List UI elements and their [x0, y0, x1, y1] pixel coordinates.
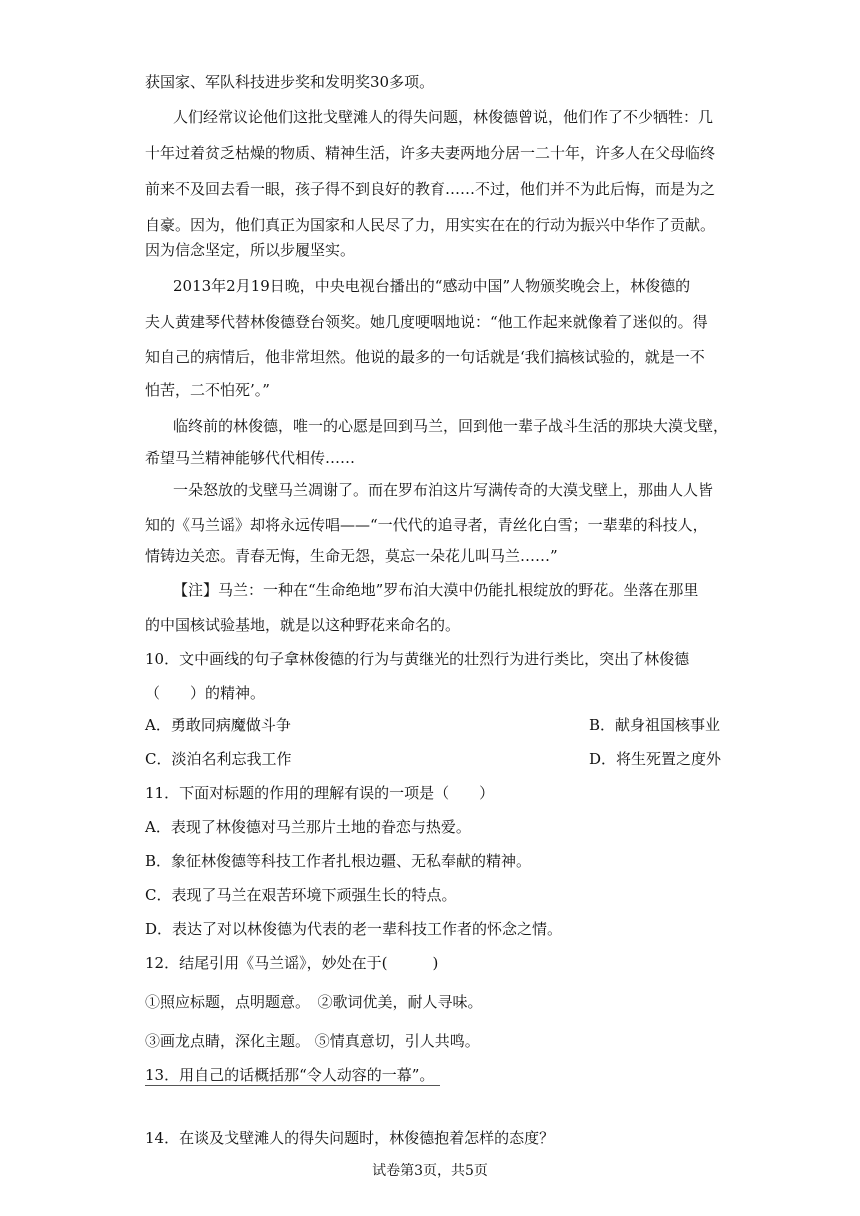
note-line: 【注】马兰：一种在“生命绝地”罗布泊大漠中仍能扎根绽放的野花。坐落在那里 [173, 581, 699, 599]
text-line: 临终前的林俊德，唯一的心愿是回到马兰，回到他一辈子战斗生活的那块大漠戈壁， [173, 417, 729, 435]
text-line: 夫人黄建琴代替林俊德登台领奖。她几度哽咽地说：“他工作起来就像着了迷似的。得 [145, 313, 708, 331]
text-line: 十年过着贫乏枯燥的物质、精神生活，许多夫妻两地分居一二十年，许多人在父母临终 [145, 144, 716, 162]
option-c: C．表现了马兰在艰苦环境下顽强生长的特点。 [145, 886, 457, 904]
text-line: 2013年2月19日晚，中央电视台播出的“感动中国”人物颁奖晚会上，林俊德的 [173, 277, 691, 295]
question-12-choices-1: ①照应标题，点明题意。 ②歌词优美，耐人寻味。 [145, 993, 483, 1011]
answer-blank-line [145, 1085, 440, 1086]
option-c: C．淡泊名利忘我工作 [145, 750, 292, 768]
page-footer: 试卷第3页，共5页 [372, 1163, 488, 1179]
text-line: 情铸边关恋。青春无悔，生命无怨，莫忘一朵花儿叫马兰……” [145, 547, 558, 565]
question-10-options-row1 [145, 715, 721, 735]
option-a: A．勇敢同病魔做斗争 [145, 716, 291, 734]
question-10-options-row2 [145, 749, 722, 769]
option-d: D．将生死置之度外 [589, 750, 722, 768]
text-line: 一朵怒放的戈壁马兰凋谢了。而在罗布泊这片写满传奇的大漠戈壁上，那曲人人皆 [173, 481, 714, 499]
question-11: 11．下面对标题的作用的理解有误的一项是（ ） [145, 784, 495, 802]
question-12-choices-2: ③画龙点睛，深化主题。 ⑤情真意切，引人共鸣。 [145, 1032, 480, 1050]
option-b: B．象征林俊德等科技工作者扎根边疆、无私奉献的精神。 [145, 852, 532, 870]
text-line: 知的《马兰谣》却将永远传唱——“一代代的追寻者，青丝化白雪；一辈辈的科技人， [145, 516, 708, 534]
text-line: 怕苦，二不怕死’。” [145, 381, 270, 399]
option-d: D．表达了对以林俊德为代表的老一辈科技工作者的怀念之情。 [145, 920, 563, 938]
question-12: 12．结尾引用《马兰谣》，妙处在于( ) [145, 954, 439, 972]
note-line: 的中国核试验基地，就是以这种野花来命名的。 [145, 616, 461, 634]
question-14: 14．在谈及戈壁滩人的得失问题时，林俊德抱着怎样的态度？ [145, 1129, 555, 1147]
question-10: 10．文中画线的句子拿林俊德的行为与黄继光的壮烈行为进行类比，突出了林俊德 [145, 650, 690, 668]
option-b: B．献身祖国核事业 [589, 716, 721, 734]
text-line: 自豪。因为，他们真正为国家和人民尽了力，用实实在在的行动为振兴中华作了贡献。 [145, 216, 716, 234]
text-line: 因为信念坚定，所以步履坚实。 [145, 241, 356, 259]
text-line: 获国家、军队科技进步奖和发明奖30多项。 [145, 73, 435, 91]
text-line: 人们经常议论他们这批戈壁滩人的得失问题，林俊德曾说，他们作了不少牺牲：几 [173, 108, 714, 126]
text-line: 希望马兰精神能够代代相传…… [145, 449, 356, 467]
question-10-cont: （ ）的精神。 [145, 684, 266, 702]
text-line: 前来不及回去看一眼，孩子得不到良好的教育……不过，他们并不为此后悔，而是为之 [145, 180, 716, 198]
text-line: 知自己的病情后，他非常坦然。他说的最多的一句话就是‘我们搞核试验的，就是一不 [145, 348, 705, 366]
option-a: A．表现了林俊德对马兰那片土地的眷恋与热爱。 [145, 818, 471, 836]
question-13: 13．用自己的话概括那“令人动容的一幕”。 [145, 1066, 435, 1084]
